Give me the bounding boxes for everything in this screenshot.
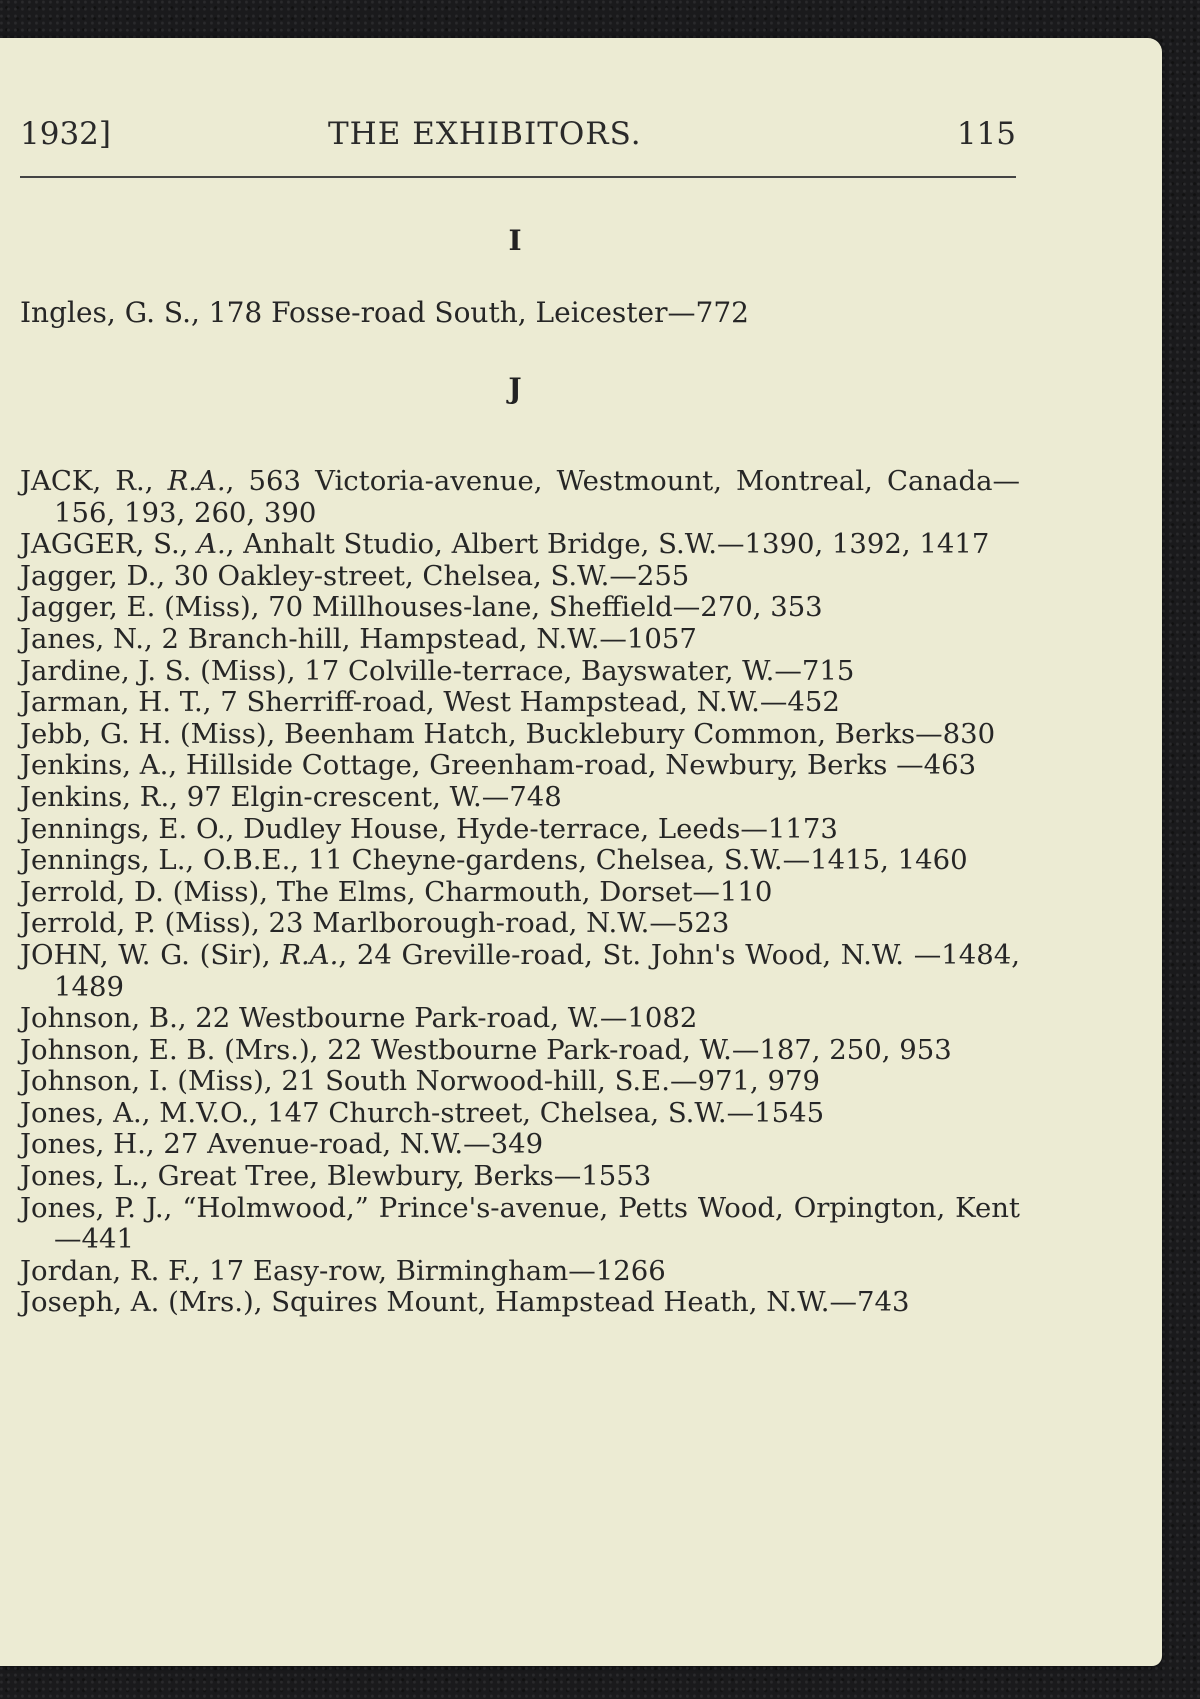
exhibitor-entry [20, 592, 1020, 624]
entry-ingles: Ingles, G. S., 178 Fosse-road South, Leicester—772 [20, 296, 749, 329]
exhibitor-entry [20, 908, 1020, 940]
entry-text: Johnson, I. (Miss), 21 South Norwood-hill, S.E.—971, 979 [20, 1065, 820, 1098]
entry-text: Jerrold, P. (Miss), 23 Marlborough-road, N.W.—523 [20, 907, 730, 940]
entry-text: Joseph, A. (Mrs.), Squires Mount, Hampstead Heath, N.W.—743 [20, 1286, 910, 1319]
exhibitor-entry [20, 1161, 1020, 1193]
exhibitor-entry [20, 624, 1020, 656]
entry-text: Jones, L., Great Tree, Blewbury, Berks—1553 [20, 1160, 652, 1193]
entry-text: Jones, H., 27 Avenue-road, N.W.—349 [20, 1128, 544, 1161]
entry-text: Jones, P. J., “Holmwood,” Prince's-avenue, Petts Wood, Orpington, Kent—441 [20, 1191, 1020, 1256]
entry-text: Jerrold, D. (Miss), The Elms, Charmouth, Dorset—110 [20, 875, 773, 908]
exhibitor-entry [20, 687, 1020, 719]
exhibitor-entry [20, 656, 1020, 688]
exhibitor-entry [20, 561, 1020, 593]
exhibitor-entry [20, 1193, 1020, 1256]
exhibitor-entry [20, 750, 1020, 782]
exhibitor-entry [20, 1003, 1020, 1035]
entry-text: Jennings, E. O., Dudley House, Hyde-terrace, Leeds—1173 [20, 812, 838, 845]
exhibitor-entry [20, 782, 1020, 814]
entry-text: JACK, R., [20, 465, 168, 497]
entry-text: Jarman, H. T., 7 Sherriff-road, West Hampstead, N.W.—452 [20, 686, 840, 719]
entry-text: Johnson, E. B. (Mrs.), 22 Westbourne Park-road, W.—187, 250, 953 [20, 1033, 952, 1066]
entry-text: Jennings, L., O.B.E., 11 Cheyne-gardens, Chelsea, S.W.—1415, 1460 [20, 844, 968, 877]
section-heading-i: I [508, 224, 522, 257]
entry-text: Jordan, R. F., 17 Easy-row, Birmingham—1266 [20, 1254, 666, 1287]
entry-text: Johnson, B., 22 Westbourne Park-road, W.—1082 [20, 1002, 698, 1035]
header-title: THE EXHIBITORS. [328, 116, 642, 152]
exhibitor-entry [20, 1256, 1020, 1288]
exhibitor-entry [20, 940, 1020, 1003]
book-page [0, 38, 1162, 1666]
entry-honour: A. [197, 528, 226, 561]
exhibitor-entry [20, 814, 1020, 846]
exhibitor-entry [20, 466, 1020, 529]
entry-text-rest: , 24 Greville-road, St. John's Wood, N.W. —1484, 1489 [54, 938, 1020, 1003]
entry-text: Jenkins, A., Hillside Cottage, Greenham-road, Newbury, Berks —463 [20, 749, 977, 782]
running-header [20, 116, 1016, 166]
section-heading-j: J [508, 372, 522, 405]
entry-text: JAGGER, S., [20, 528, 198, 561]
page-number: 115 [956, 116, 1016, 152]
exhibitor-list-j [20, 466, 1020, 1319]
entry-honour: R.A. [280, 938, 339, 971]
header-rule [20, 176, 1016, 178]
entry-text: Jagger, D., 30 Oakley-street, Chelsea, S.W.—255 [20, 559, 690, 592]
exhibitor-entry [20, 719, 1020, 751]
exhibitor-entry [20, 1035, 1020, 1067]
header-year: 1932] [20, 116, 111, 152]
entry-text: JOHN, W. G. (Sir), [20, 938, 281, 971]
exhibitor-entry [20, 1066, 1020, 1098]
entry-text-rest: , Anhalt Studio, Albert Bridge, S.W.—1390, 1392, 1417 [225, 528, 990, 561]
entry-text: Jagger, E. (Miss), 70 Millhouses-lane, Sheffield—270, 353 [20, 591, 823, 624]
exhibitor-entry [20, 1129, 1020, 1161]
entry-text: Jenkins, R., 97 Elgin-crescent, W.—748 [20, 780, 562, 813]
exhibitor-entry [20, 845, 1020, 877]
exhibitor-entry [20, 877, 1020, 909]
entry-text: Jones, A., M.V.O., 147 Church-street, Chelsea, S.W.—1545 [20, 1096, 825, 1129]
entry-honour: R.A. [167, 465, 226, 497]
exhibitor-entry [20, 1098, 1020, 1130]
entry-text: Janes, N., 2 Branch-hill, Hampstead, N.W.—1057 [20, 622, 697, 655]
exhibitor-entry [20, 1287, 1020, 1319]
entry-text: Jardine, J. S. (Miss), 17 Colville-terrace, Bayswater, W.—715 [20, 654, 855, 687]
entry-text: Jebb, G. H. (Miss), Beenham Hatch, Bucklebury Common, Berks—830 [20, 717, 996, 750]
exhibitor-entry [20, 529, 1020, 561]
entry-text-rest: , 563 Victoria-avenue, Westmount, Montreal, Canada—156, 193, 260, 390 [54, 465, 1020, 529]
